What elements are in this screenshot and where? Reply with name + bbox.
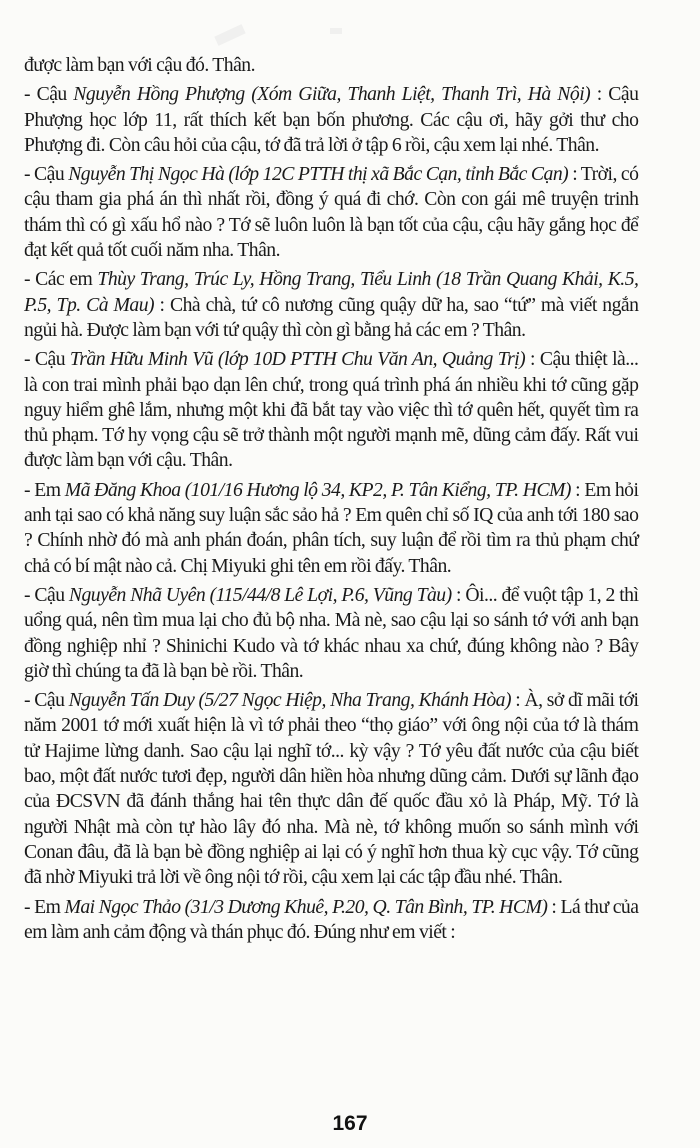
- reader-address: (Xóm Giữa, Thanh Liệt, Thanh Trì, Hà Nội): [244, 83, 591, 106]
- salutation: - Các em: [24, 268, 98, 291]
- salutation: - Cậu: [24, 83, 74, 106]
- reader-reply-paragraph: [24, 583, 638, 684]
- reader-reply-paragraph: [24, 895, 638, 946]
- reader-name: Mai Ngọc Thảo: [64, 895, 181, 918]
- reader-reply-paragraph: [24, 478, 638, 579]
- salutation: - Cậu: [24, 583, 69, 606]
- reader-reply-paragraph: [24, 267, 638, 343]
- reader-name: Trần Hữu Minh Vũ: [69, 348, 214, 371]
- reader-address: (101/16 Hương lộ 34, KP2, P. Tân Kiểng, TP. HCM): [180, 478, 571, 501]
- reader-address: (lớp 10D PTTH Chu Văn An, Quảng Trị): [213, 348, 526, 371]
- reply-text: được làm bạn với cậu đó. Thân.: [24, 54, 255, 76]
- scan-smudge: [330, 28, 342, 34]
- document-page: [24, 53, 638, 949]
- reader-address: (31/3 Dương Khuê, P.20, Q. Tân Bình, TP. HCM): [180, 895, 548, 918]
- reader-name: Nguyễn Tấn Duy: [68, 689, 195, 712]
- reader-reply-paragraph: [24, 82, 638, 158]
- salutation: - Cậu: [24, 348, 70, 371]
- reader-address: (18 Trần Quang Khải, K.5, P.5, Tp. Cà Mau): [24, 268, 639, 316]
- reply-text: : Cậu Phượng học lớp 11, rất thích kết bạn bốn phương. Các cậu ơi, hãy gởi thư cho Phượng đi. Còn câu hỏi của cậu, tớ đã trả lời ở tập 6 rồi, cậu xem lại nhé. Thân.: [24, 83, 639, 156]
- salutation: - Cậu: [24, 163, 69, 186]
- salutation: - Em: [24, 478, 65, 501]
- continued-paragraph: [24, 53, 638, 78]
- reply-text: : Ôi... để vuột tập 1, 2 thì uổng quá, nên tìm mua lại cho đủ bộ nha. Mà nè, sao cậu lại so sánh tớ với anh bạn đồng nghiệp nhỉ ? Shinichi Kudo và tớ khác nhau xa chứ, đúng không nào ? Bây giờ thì chúng ta đã là bạn bè rồi. Thân.: [24, 583, 639, 682]
- reader-name: Nguyễn Thị Ngọc Hà: [68, 163, 225, 186]
- reader-address: (115/44/8 Lê Lợi, P.6, Vũng Tàu): [205, 583, 452, 606]
- reader-address: (lớp 12C PTTH thị xã Bắc Cạn, tỉnh Bắc Cạn): [224, 163, 569, 186]
- salutation: - Cậu: [24, 689, 69, 712]
- reply-text: : Lá thư của em làm anh cảm động và thán phục đó. Đúng như em viết :: [24, 895, 639, 943]
- reader-address: (5/27 Ngọc Hiệp, Nha Trang, Khánh Hòa): [194, 689, 512, 712]
- reader-reply-paragraph: [24, 688, 638, 890]
- reply-text: : À, sở dĩ mãi tới năm 2001 tớ mới xuất hiện là vì tớ phải theo “thọ giáo” với ông nội của tớ là thám tử Hajime lừng danh. Sao cậu lại nghĩ tớ... kỳ vậy ? Tớ yêu đất nước của cậu biết bao, một đất nước tươi đẹp, người dân hiền hòa nhưng dũng cảm. Dưới sự lãnh đạo của ĐCSVN đã đánh thắng hai tên thực dân đế quốc đầu xỏ là Pháp, Mỹ. Tớ là người Nhật mà còn tự hào lây đó nha. Mà nè, tớ không muốn so sánh mình với Conan đâu, đã là bạn bè đồng nghiệp ai lại có ý nghĩ hơn thua kỳ cục vậy. Tớ cũng đã nhờ Miyuki trả lời về ông nội tớ rồi, cậu xem lại các tập đầu nhé. Thân.: [24, 689, 639, 889]
- reader-reply-paragraph: [24, 162, 638, 263]
- reply-text: : Cậu thiệt là... là con trai mình phải bạo dạn lên chứ, trong quá trình phá án nhiều khi tớ cũng gặp nguy hiểm ghê lắm, nhưng một khi đã bắt tay vào việc thì tớ quên hết, quyết tìm ra thủ phạm. Tớ hy vọng cậu sẽ trở thành một người mạnh mẽ, dũng cảm đấy. Rất vui được làm bạn với cậu. Thân.: [24, 348, 639, 472]
- reply-text: : Chà chà, tứ cô nương cũng quậy dữ ha, sao “tứ” mà viết ngắn ngủi hà. Được làm bạn với tứ quậy thì còn gì bằng hả các em ? Thân.: [24, 293, 639, 341]
- reader-reply-paragraph: [24, 347, 638, 473]
- reader-name: Thùy Trang, Trúc Ly, Hồng Trang, Tiểu Linh: [97, 268, 431, 291]
- reader-name: Nguyễn Hồng Phượng: [73, 83, 245, 106]
- scan-smudge: [214, 24, 245, 46]
- reader-name: Mã Đăng Khoa: [64, 478, 181, 501]
- reader-name: Nguyễn Nhã Uyên: [68, 583, 206, 606]
- page-number: 167: [332, 1112, 368, 1135]
- reply-text: : Em hỏi anh tại sao có khả năng suy luận sắc sảo hả ? Em quên chỉ số IQ của anh tới 180 sao ? Chính nhờ đó mà anh phán đoán, phân tích, suy luận để rồi tìm ra thủ phạm chứ chả có bí mật nào cả. Chị Miyuki ghi tên em rồi đấy. Thân.: [24, 478, 639, 577]
- reply-text: : Trời, có cậu tham gia phá án thì nhất rồi, đồng ý quá đi chớ. Còn con gái mê truyện trinh thám thì có gì xấu hổ nào ? Tớ sẽ luôn luôn là bạn tốt của cậu, cậu hãy gắng học để đạt kết quả tốt cuối năm nha. Thân.: [24, 163, 639, 262]
- salutation: - Em: [24, 895, 65, 918]
